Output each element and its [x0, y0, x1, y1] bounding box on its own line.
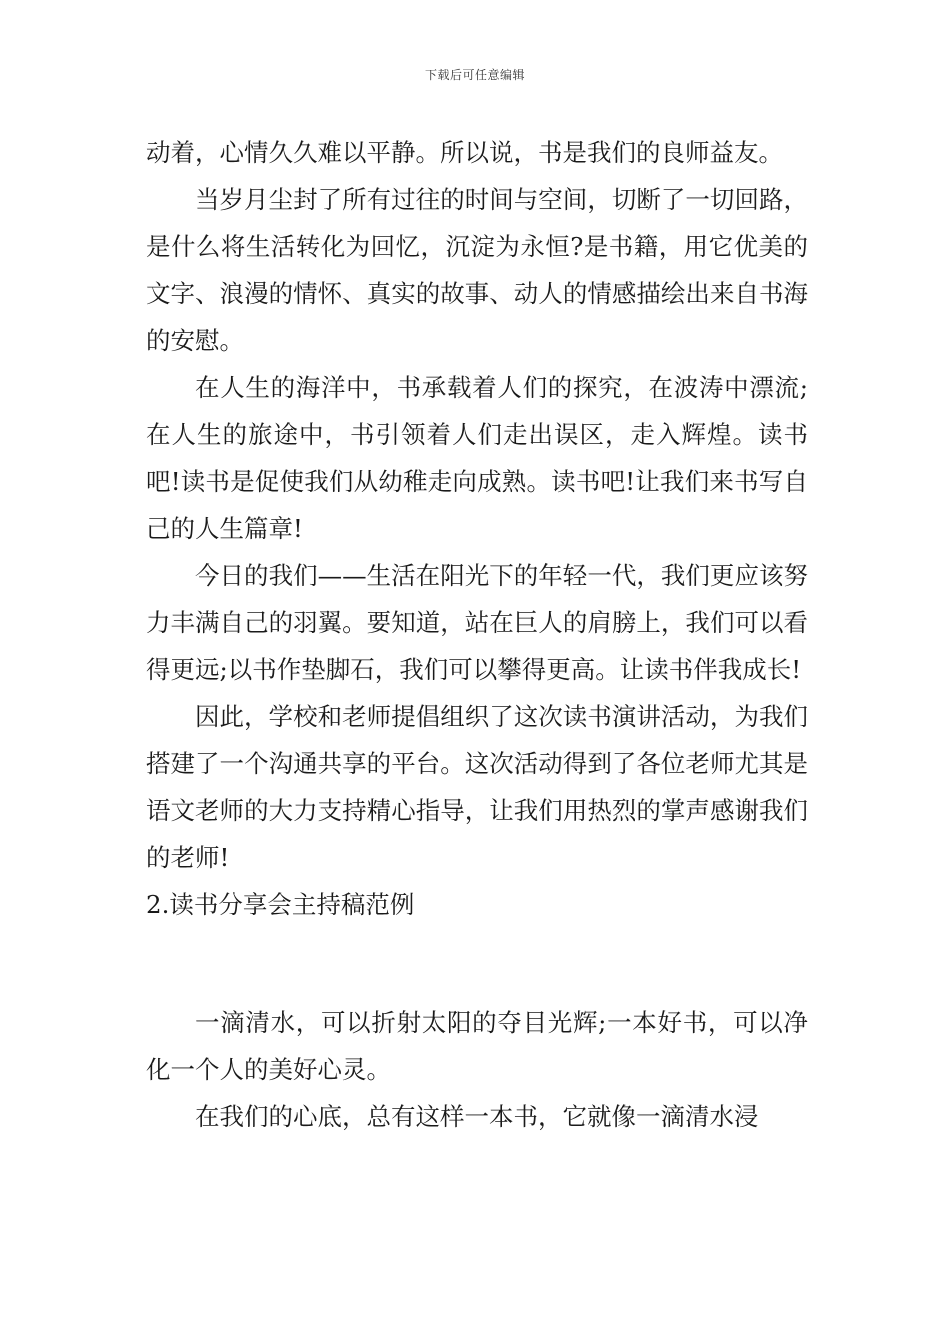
section-heading: 2.读书分享会主持稿范例	[146, 890, 415, 919]
paragraph: 在人生的海洋中，书承载着人们的探究，在波涛中漂流;在人生的旅途中，书引领着人们走出误区，走入辉煌。读书吧!读书是促使我们从幼稚走向成熟。读书吧!让我们来书写自己的人生篇章!	[146, 373, 808, 543]
paragraph: 一滴清水，可以折射太阳的夺目光辉;一本好书，可以净化一个人的美好心灵。	[146, 1008, 808, 1084]
document-body	[146, 129, 808, 1140]
paragraph: 因此，学校和老师提倡组织了这次读书演讲活动，为我们搭建了一个沟通共享的平台。这次活动得到了各位老师尤其是语文老师的大力支持精心指导，让我们用热烈的掌声感谢我们的老师!	[146, 702, 808, 872]
paragraph: 当岁月尘封了所有过往的时间与空间，切断了一切回路，是什么将生活转化为回忆，沉淀为永恒?是书籍，用它优美的文字、浪漫的情怀、真实的故事、动人的情感描绘出来自书海的安慰。	[146, 185, 808, 355]
paragraph: 动着，心情久久难以平静。所以说，书是我们的良师益友。	[146, 138, 783, 167]
paragraph: 在我们的心底，总有这样一本书，它就像一滴清水浸	[195, 1102, 759, 1131]
blank-spacer	[146, 928, 808, 999]
paragraph: 今日的我们——生活在阳光下的年轻一代，我们更应该努力丰满自己的羽翼。要知道，站在巨人的肩膀上，我们可以看得更远;以书作垫脚石，我们可以攀得更高。让读书伴我成长!	[146, 561, 808, 684]
page-header-note: 下载后可任意编辑	[424, 68, 525, 82]
